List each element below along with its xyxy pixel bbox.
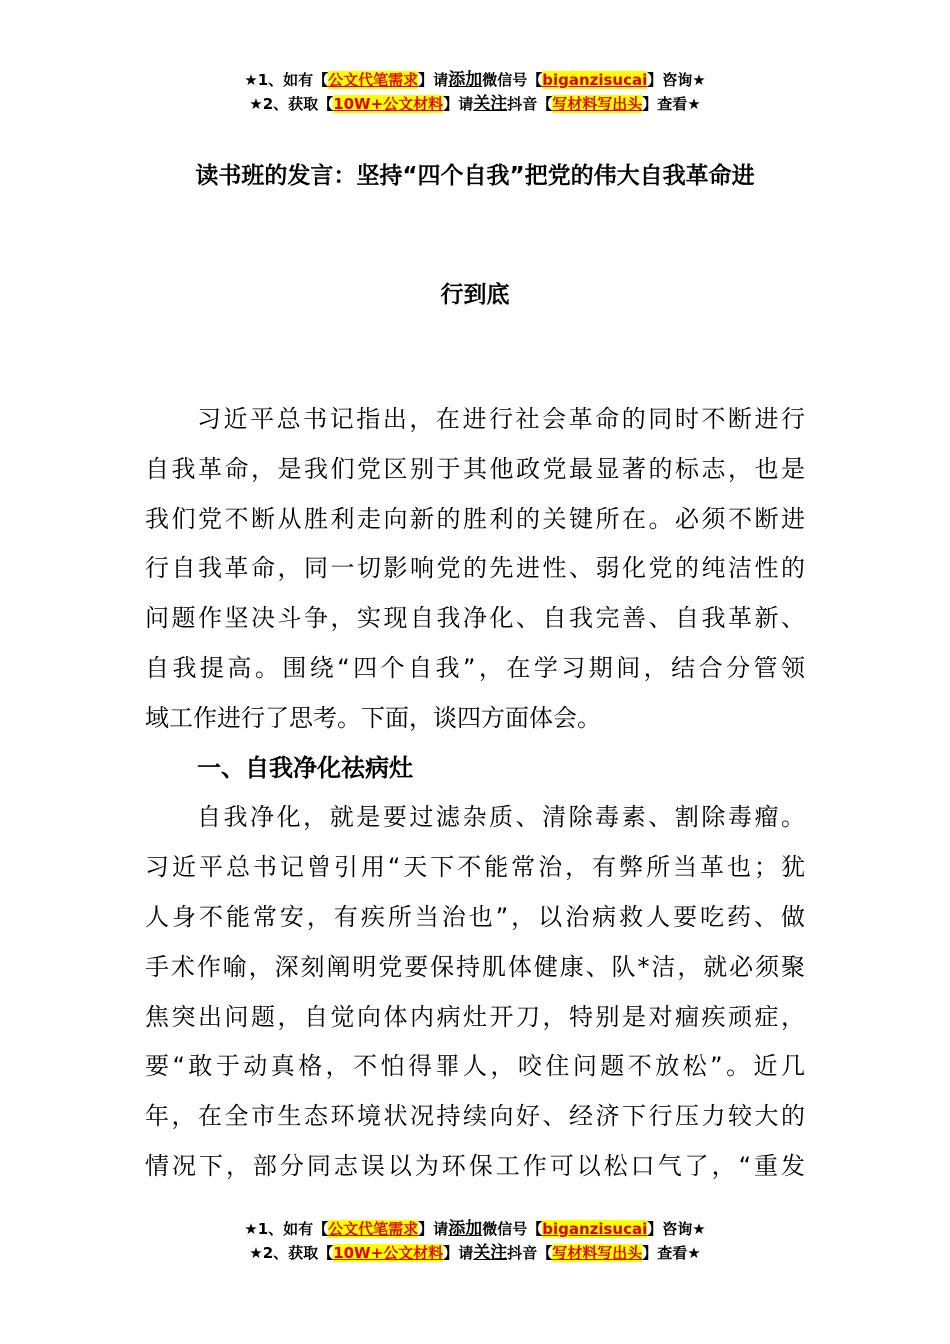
text: ★2、获取【 xyxy=(249,1244,334,1262)
body-line: 情况下，部分同志误以为环保工作可以松口气了，“重发 xyxy=(145,1152,805,1180)
body-line: 手术作喻，深刻阐明党要保持肌体健康、队*洁，就必须聚 xyxy=(145,952,805,981)
text: 微信号【 xyxy=(482,1220,543,1238)
highlight: 10W+公文材料 xyxy=(333,95,444,113)
text: 】请 xyxy=(443,95,474,113)
banner-line-2 xyxy=(0,1241,950,1265)
body-line: 人身不能常安，有疾所当治也”，以治病救人要吃药、做 xyxy=(145,903,805,931)
banner-line-2 xyxy=(0,92,950,116)
title-line-2: 行到底 xyxy=(440,282,510,308)
highlight: biganzisucai xyxy=(542,1220,648,1238)
body-line: 问题作坚决斗争，实现自我净化、自我完善、自我革新、 xyxy=(145,604,805,633)
banner-line-1 xyxy=(0,1217,950,1241)
underlined-text: 关注 xyxy=(473,94,508,114)
highlight: 写材料写出头 xyxy=(552,95,643,113)
title-line-1: 读书班的发言：坚持“四个自我”把党的伟大自我革命进 xyxy=(195,163,755,189)
banner-line-1 xyxy=(0,68,950,92)
text: 抖音【 xyxy=(507,95,553,113)
highlight: 10W+公文材料 xyxy=(333,1244,444,1262)
text: 】请 xyxy=(418,1220,449,1238)
body-line: 行自我革命，同一切影响党的先进性、弱化党的纯洁性的 xyxy=(145,554,805,583)
body-line: 要“敢于动真格，不怕得罪人，咬住问题不放松”。近几 xyxy=(145,1052,805,1081)
body-line: 焦突出问题，自觉向体内病灶开刀，特别是对痼疾顽症， xyxy=(145,1002,805,1031)
highlight: biganzisucai xyxy=(542,71,648,89)
body-line: 自我净化，就是要过滤杂质、清除毒素、割除毒瘤。 xyxy=(197,803,805,832)
text: 】咨询★ xyxy=(647,71,706,89)
underlined-text: 关注 xyxy=(473,1243,508,1263)
highlight: 公文代笔需求 xyxy=(328,1220,419,1238)
footer-banner xyxy=(0,1217,950,1265)
body-line: 域工作进行了思考。下面，谈四方面体会。 xyxy=(145,703,601,732)
header-banner xyxy=(0,68,950,116)
body-line: 习近平总书记曾引用“天下不能常治，有弊所当革也；犹 xyxy=(145,853,805,882)
body-line: 自我提高。围绕“四个自我”，在学习期间，结合分管领 xyxy=(145,654,805,682)
text: 】请 xyxy=(418,71,449,89)
underlined-text: 添加 xyxy=(448,1219,483,1239)
body-line: 我们党不断从胜利走向新的胜利的关键所在。必须不断进 xyxy=(145,504,805,533)
text: 微信号【 xyxy=(482,71,543,89)
body-line: 年，在全市生态环境状况持续向好、经济下行压力较大的 xyxy=(145,1102,805,1131)
underlined-text: 添加 xyxy=(448,70,483,90)
highlight: 写材料写出头 xyxy=(552,1244,643,1262)
text: ★1、如有【 xyxy=(244,1220,329,1238)
section-heading: 一、自我净化祛病灶 xyxy=(197,753,413,782)
text: 抖音【 xyxy=(507,1244,553,1262)
text: 】查看★ xyxy=(642,1244,701,1262)
text: ★2、获取【 xyxy=(249,95,334,113)
text: 】查看★ xyxy=(642,95,701,113)
body-line: 习近平总书记指出，在进行社会革命的同时不断进行 xyxy=(197,405,805,433)
body-line: 自我革命，是我们党区别于其他政党最显著的标志，也是 xyxy=(145,454,805,483)
text: 】请 xyxy=(443,1244,474,1262)
highlight: 公文代笔需求 xyxy=(328,71,419,89)
text: 】咨询★ xyxy=(647,1220,706,1238)
text: ★1、如有【 xyxy=(244,71,329,89)
